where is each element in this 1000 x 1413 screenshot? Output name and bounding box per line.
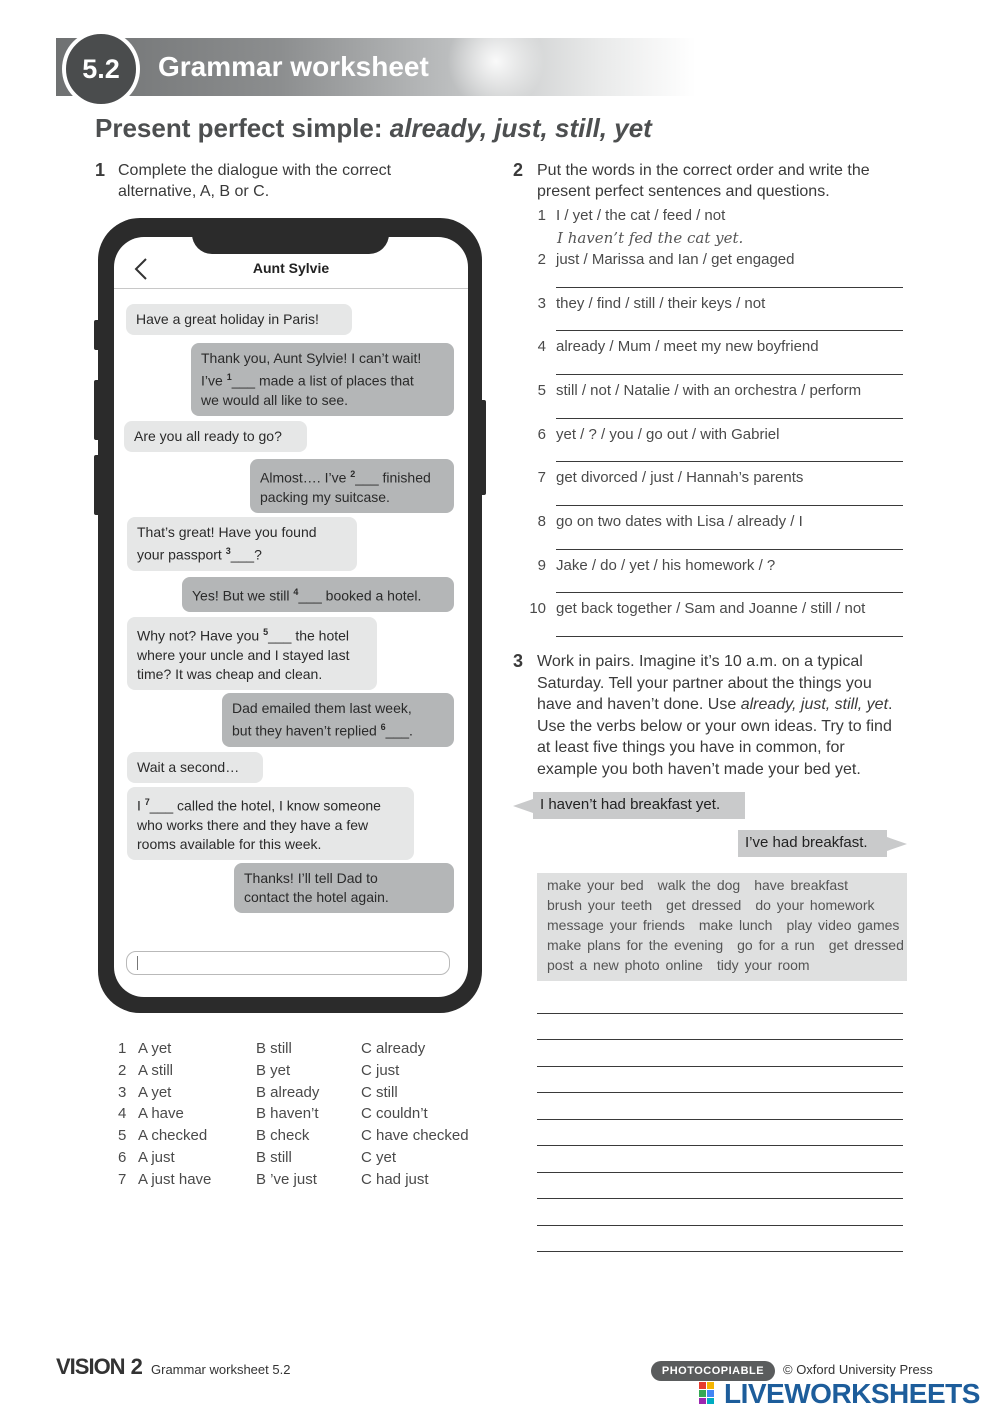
item-prompt: just / Marissa and Ian / get engaged (556, 251, 795, 268)
answer-line[interactable] (556, 505, 903, 506)
item-number: 4 (537, 338, 546, 355)
chat-message-outgoing (250, 459, 454, 513)
message-text: Are you all ready to go? (134, 428, 282, 444)
gap-number: 5 (263, 627, 269, 637)
item-prompt: get back together / Sam and Joanne / still / not (556, 600, 866, 617)
chat-message-outgoing (222, 693, 454, 747)
option-c[interactable]: C have checked (361, 1127, 469, 1144)
item-prompt: I / yet / the cat / feed / not (556, 207, 726, 224)
message-text: Dad emailed them last week, (232, 700, 412, 716)
title-italic: already, just, still, yet (389, 113, 652, 143)
message-text: Thanks! I’ll tell Dad to (244, 870, 378, 886)
verb-row (547, 917, 913, 933)
option-a[interactable]: A yet (138, 1084, 172, 1101)
option-a[interactable]: A still (138, 1062, 174, 1079)
message-text: Why not? Have you (137, 627, 264, 644)
option-number: 6 (118, 1149, 127, 1166)
banner-glow (436, 38, 556, 96)
chat-contact-name: Aunt Sylvie (252, 260, 330, 276)
writing-line[interactable] (537, 1119, 903, 1120)
option-c[interactable]: C still (361, 1084, 398, 1101)
option-b[interactable]: B haven’t (256, 1105, 319, 1122)
option-b[interactable]: B still (256, 1040, 292, 1057)
item-number: 7 (537, 469, 546, 486)
verb-phrase: post a new photo online (547, 957, 703, 973)
speech-bubble-tail (887, 837, 907, 851)
verb-phrase: have breakfast (754, 877, 849, 893)
option-b[interactable]: B yet (256, 1062, 291, 1079)
instruction-line: Put the words in the correct order and write the (537, 162, 870, 179)
exercise-1-instruction (118, 160, 391, 202)
message-text: I’ve (201, 372, 227, 389)
writing-line[interactable] (537, 1039, 903, 1040)
liveworksheets-icon (698, 1381, 722, 1405)
answer-line[interactable] (556, 461, 903, 462)
writing-line[interactable] (537, 1198, 903, 1199)
speech-bubble-example: I haven’t had breakfast yet. (533, 792, 745, 819)
option-c[interactable]: C just (361, 1062, 400, 1079)
chat-message-incoming (127, 517, 357, 571)
message-text: Thank you, Aunt Sylvie! I can’t wait! (201, 350, 422, 366)
item-number: 3 (537, 295, 546, 312)
verb-phrase: do your homework (755, 897, 875, 913)
message-text: I (137, 797, 145, 814)
message-text: contact the hotel again. (244, 889, 389, 905)
message-text: where your uncle and I stayed last (137, 646, 350, 663)
instruction-line: present perfect sentences and questions. (537, 183, 830, 200)
answer-line[interactable] (556, 330, 903, 331)
item-prompt: still / not / Natalie / with an orchestra / perform (556, 382, 862, 399)
message-text: ___ called the hotel, I know someone (149, 797, 381, 814)
message-text (137, 542, 347, 565)
item-number: 2 (537, 251, 546, 268)
speech-bubble-tail (513, 799, 533, 813)
item-prompt: they / find / still / their keys / not (556, 295, 766, 312)
answer-line[interactable] (556, 374, 903, 375)
verb-phrase: tidy your room (716, 957, 810, 973)
chat-message-outgoing (234, 863, 454, 913)
message-text (232, 718, 444, 741)
item-number: 6 (537, 426, 546, 443)
gap-number: 1 (226, 372, 232, 382)
message-text: ___ finished (355, 469, 431, 486)
verb-row (547, 877, 862, 893)
item-prompt: get divorced / just / Hannah’s parents (556, 469, 804, 486)
message-text: who works there and they have a few (137, 816, 369, 833)
option-c[interactable]: C already (361, 1040, 426, 1057)
message-text: That’s great! Have you found (137, 524, 317, 540)
chat-message-incoming (126, 304, 352, 335)
gap-number: 7 (144, 797, 150, 807)
chat-message-incoming (127, 787, 414, 860)
chat-message-input[interactable] (126, 951, 450, 975)
message-text: but they haven’t replied (232, 722, 381, 739)
speech-bubble-example: I’ve had breakfast. (738, 830, 887, 857)
worksheet-number-badge: 5.2 (62, 30, 140, 108)
chat-message-incoming (124, 421, 307, 452)
message-text: Have a great holiday in Paris! (136, 311, 319, 327)
message-text (137, 623, 367, 646)
verb-row (547, 937, 918, 953)
verb-phrase: go for a run (737, 937, 815, 953)
option-b[interactable]: B ’ve just (256, 1171, 317, 1188)
message-text (192, 583, 444, 606)
verb-row (547, 897, 889, 913)
footer-text: Grammar worksheet 5.2 (151, 1362, 291, 1377)
option-number: 3 (118, 1084, 127, 1101)
verb-phrase: get dressed (666, 897, 742, 913)
item-number: 5 (537, 382, 546, 399)
answer-line[interactable] (556, 418, 903, 419)
message-text: we would all like to see. (201, 391, 349, 408)
verb-phrase: make your bed (547, 877, 644, 893)
verb-row (547, 957, 824, 973)
title-main: Present perfect simple: (95, 113, 390, 143)
liveworksheets-logo[interactable]: LIVEWORKSHEETS (724, 1378, 980, 1409)
message-text: time? It was cheap and clean. (137, 665, 323, 682)
item-prompt: go on two dates with Lisa / already / I (556, 513, 803, 530)
chat-message-incoming (127, 617, 377, 690)
copyright-text: © Oxford University Press (783, 1362, 933, 1377)
writing-line[interactable] (537, 1225, 903, 1226)
option-c[interactable]: C had just (361, 1171, 429, 1188)
option-a[interactable]: A checked (138, 1127, 208, 1144)
answer-line[interactable] (556, 549, 903, 550)
message-text: Yes! But we still (192, 587, 294, 604)
item-prompt: Jake / do / yet / his homework / ? (556, 557, 776, 574)
verb-phrase: walk the dog (657, 877, 741, 893)
verb-phrase: message your friends (547, 917, 685, 933)
instruction-text: Work in pairs. Imagine it’s 10 a.m. on a typical Saturday. Tell your partner about the things you have and haven’t done. Use (537, 653, 872, 714)
chat-message-outgoing (191, 343, 454, 416)
verb-phrase: make plans for the evening (547, 937, 724, 953)
message-text: packing my suitcase. (260, 488, 390, 505)
message-text: ___? (230, 546, 262, 563)
exercise-3-instruction (537, 651, 907, 781)
item-number: 9 (537, 557, 546, 574)
photocopiable-badge: PHOTOCOPIABLE (651, 1361, 775, 1381)
item-number: 1 (537, 207, 546, 224)
option-a[interactable]: A yet (138, 1040, 172, 1057)
example-answer: I haven’t fed the cat yet. (557, 229, 744, 247)
instruction-italic: already, just, still, yet (740, 696, 889, 714)
verb-phrase: make lunch (698, 917, 773, 933)
writing-line[interactable] (537, 1172, 903, 1173)
text-cursor (137, 956, 138, 970)
chat-header-divider (114, 288, 468, 289)
item-prompt: yet / ? / you / go out / with Gabriel (556, 426, 780, 443)
gap-number: 6 (380, 722, 386, 732)
exercise-2-number: 2 (513, 160, 524, 180)
message-text: ___ the hotel (268, 627, 350, 644)
option-c[interactable]: C couldn’t (361, 1105, 428, 1122)
message-text: ___ made a list of places that (231, 372, 414, 389)
writing-line[interactable] (537, 1145, 903, 1146)
exercise-1-number: 1 (95, 160, 106, 180)
option-b[interactable]: B check (256, 1127, 310, 1144)
phone-notch (192, 218, 389, 254)
verb-phrase: brush your teeth (547, 897, 653, 913)
message-text: your passport (137, 546, 226, 563)
instruction-line: Complete the dialogue with the correct (118, 162, 392, 179)
message-text: Wait a second… (137, 759, 240, 775)
logo-number: 2 (130, 1354, 142, 1379)
item-prompt: already / Mum / meet my new boyfriend (556, 338, 819, 355)
logo-text: VISION (56, 1354, 125, 1379)
option-number: 7 (118, 1171, 127, 1188)
writing-line[interactable] (537, 1092, 903, 1093)
option-a[interactable]: A have (138, 1105, 184, 1122)
option-a[interactable]: A just have (138, 1171, 212, 1188)
verb-phrase: play video games (786, 917, 900, 933)
gap-number: 4 (293, 587, 299, 597)
option-a[interactable]: A just (138, 1149, 175, 1166)
item-number: 10 (529, 600, 546, 617)
page-title (95, 113, 652, 144)
option-b[interactable]: B already (256, 1084, 320, 1101)
chat-message-incoming (127, 752, 263, 783)
option-number: 4 (118, 1105, 127, 1122)
exercise-3-number: 3 (513, 651, 524, 671)
option-number: 2 (118, 1062, 127, 1079)
option-b[interactable]: B still (256, 1149, 292, 1166)
option-c[interactable]: C yet (361, 1149, 397, 1166)
answer-line[interactable] (556, 287, 903, 288)
message-text (260, 465, 444, 488)
gap-number: 3 (225, 546, 231, 556)
exercise-2-instruction (537, 160, 870, 202)
worksheet-title: Grammar worksheet (158, 51, 429, 82)
writing-line[interactable] (537, 1066, 903, 1067)
verb-phrase: get dressed (828, 937, 904, 953)
option-number: 5 (118, 1127, 127, 1144)
option-number: 1 (118, 1040, 127, 1057)
message-text (137, 793, 404, 816)
answer-line[interactable] (556, 636, 903, 637)
item-number: 8 (537, 513, 546, 530)
message-text: ___. (385, 722, 413, 739)
answer-line[interactable] (556, 592, 903, 593)
message-text: ___ booked a hotel. (298, 587, 422, 604)
message-text: Almost…. I’ve (260, 469, 351, 486)
message-text: rooms available for this week. (137, 835, 322, 852)
instruction-text: . Use the verbs below or your own ideas. Try to find at least five things you have in common, for example you both haven’t made your bed yet. (537, 696, 893, 778)
gap-number: 2 (350, 469, 356, 479)
writing-line[interactable] (537, 1013, 903, 1014)
message-text (201, 368, 444, 391)
vision-logo (56, 1354, 142, 1380)
chat-message-outgoing (182, 577, 454, 612)
writing-line[interactable] (537, 1251, 903, 1252)
instruction-line: alternative, A, B or C. (118, 183, 270, 200)
